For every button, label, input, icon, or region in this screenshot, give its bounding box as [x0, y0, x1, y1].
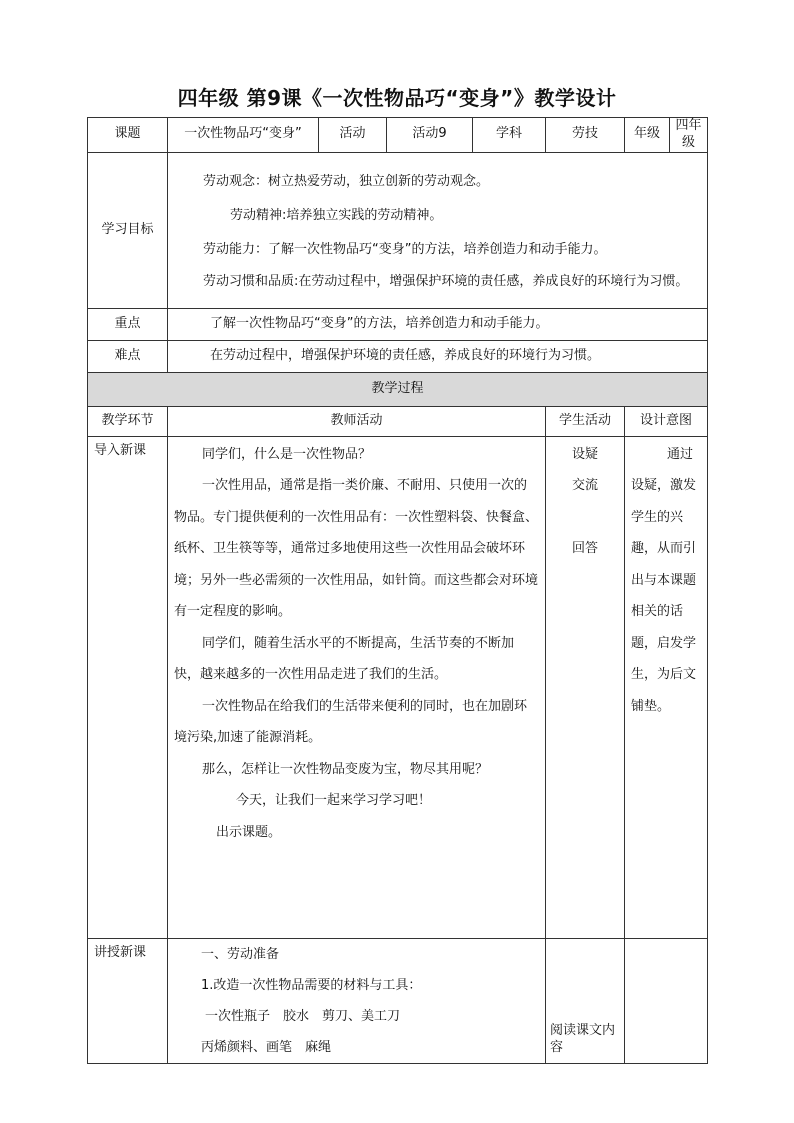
- activity-value: 活动9: [387, 118, 473, 153]
- process-title-row: [88, 372, 708, 406]
- key-point-label: 重点: [88, 308, 168, 340]
- intro-student-activity: [546, 436, 625, 938]
- intro-t7: 出示课题。: [216, 824, 282, 840]
- document-title: 四年级 第9课《一次性物品巧“变身”》教学设计: [177, 86, 617, 110]
- intro-intent: [625, 436, 708, 938]
- lecture-t2: 1.改造一次性物品需要的材料与工具：: [201, 977, 422, 993]
- header-row: [88, 118, 708, 153]
- intro-s3: 回答: [571, 541, 598, 557]
- col-teacher: 教师活动: [168, 406, 546, 436]
- lecture-stage: 讲授新课: [88, 938, 168, 1063]
- process-header-row: [88, 406, 708, 436]
- grade-label: 年级: [625, 118, 670, 153]
- goals-row: [88, 152, 708, 308]
- lesson-plan-table: [87, 117, 708, 1064]
- col-stage: 教学环节: [88, 406, 168, 436]
- goal-spirit: 劳动精神:培养独立实践的劳动精神。: [230, 207, 443, 223]
- grade-value: 四年级: [670, 118, 708, 153]
- col-intent: 设计意图: [625, 406, 708, 436]
- intro-s-blank: [546, 502, 624, 534]
- intro-t5: 那么，怎样让一次性物品变废为宝，物尽其用呢？: [202, 761, 489, 777]
- intro-teacher-activity: [168, 436, 546, 938]
- goals-content: [168, 152, 708, 308]
- intro-stage: 导入新课: [88, 436, 168, 938]
- intro-t2: 一次性用品，通常是指一类价廉、不耐用、只使用一次的物品。专门提供便利的一次性用品有：一次性塑料袋、快餐盒、纸杯、卫生筷等等，通常过多地使用这些一次性用品会破坏环境；另外一些必需须的一次性用品，如针筒。而这些都会对环境有一定程度的影响。: [174, 478, 539, 620]
- goals-label: 学习目标: [88, 152, 168, 308]
- activity-label: 活动: [319, 118, 387, 153]
- intro-t4: 一次性物品在给我们的生活带来便利的同时，也在加剧环境污染,加速了能源消耗。: [174, 698, 528, 746]
- col-student: 学生活动: [546, 406, 625, 436]
- difficulty-label: 难点: [88, 340, 168, 372]
- lecture-teacher-activity: [168, 938, 546, 1063]
- intro-t6: 今天，让我们一起来学习学习吧！: [236, 793, 432, 809]
- lecture-row: [88, 938, 708, 1063]
- intro-s1: 设疑: [571, 446, 598, 462]
- goal-habit: 劳动习惯和品质:在劳动过程中，增强保护环境的责任感，养成良好的环境行为习惯。: [203, 273, 689, 289]
- lecture-intent: [625, 938, 708, 1063]
- subject-value: 劳技: [546, 118, 625, 153]
- difficulty-value: 在劳动过程中，增强保护环境的责任感，养成良好的环境行为习惯。: [168, 340, 708, 372]
- lecture-t3: 一次性瓶子 胶水 剪刀、美工刀: [205, 1008, 401, 1024]
- goal-concept: 劳动观念：树立热爱劳动，独立创新的劳动观念。: [203, 173, 490, 189]
- intro-row: [88, 436, 708, 938]
- lecture-student-activity: [546, 938, 625, 1063]
- intro-t1: 同学们，什么是一次性物品？: [202, 446, 372, 462]
- topic-label: 课题: [88, 118, 168, 153]
- lecture-s1: 阅读课文内容: [550, 1023, 616, 1055]
- intro-t3: 同学们，随着生活水平的不断提高，生活节奏的不断加快，越来越多的一次性用品走进了我们的生活。: [174, 635, 515, 683]
- difficulty-row: [88, 340, 708, 372]
- key-point-row: [88, 308, 708, 340]
- subject-label: 学科: [473, 118, 546, 153]
- intro-intent-text: 通过设疑，激发学生的兴趣，从而引出与本课题相关的话题，启发学生，为后文铺垫。: [631, 446, 697, 714]
- lecture-t4: 丙烯颜料、画笔 麻绳: [201, 1039, 332, 1055]
- intro-s2: 交流: [571, 478, 598, 494]
- topic-value: 一次性物品巧“变身”: [168, 118, 319, 153]
- goal-ability: 劳动能力：了解一次性物品巧“变身”的方法，培养创造力和动手能力。: [203, 241, 607, 257]
- lecture-t1: 一、劳动准备: [201, 946, 280, 962]
- key-point-value: 了解一次性物品巧“变身”的方法，培养创造力和动手能力。: [168, 308, 708, 340]
- process-title: 教学过程: [88, 372, 708, 406]
